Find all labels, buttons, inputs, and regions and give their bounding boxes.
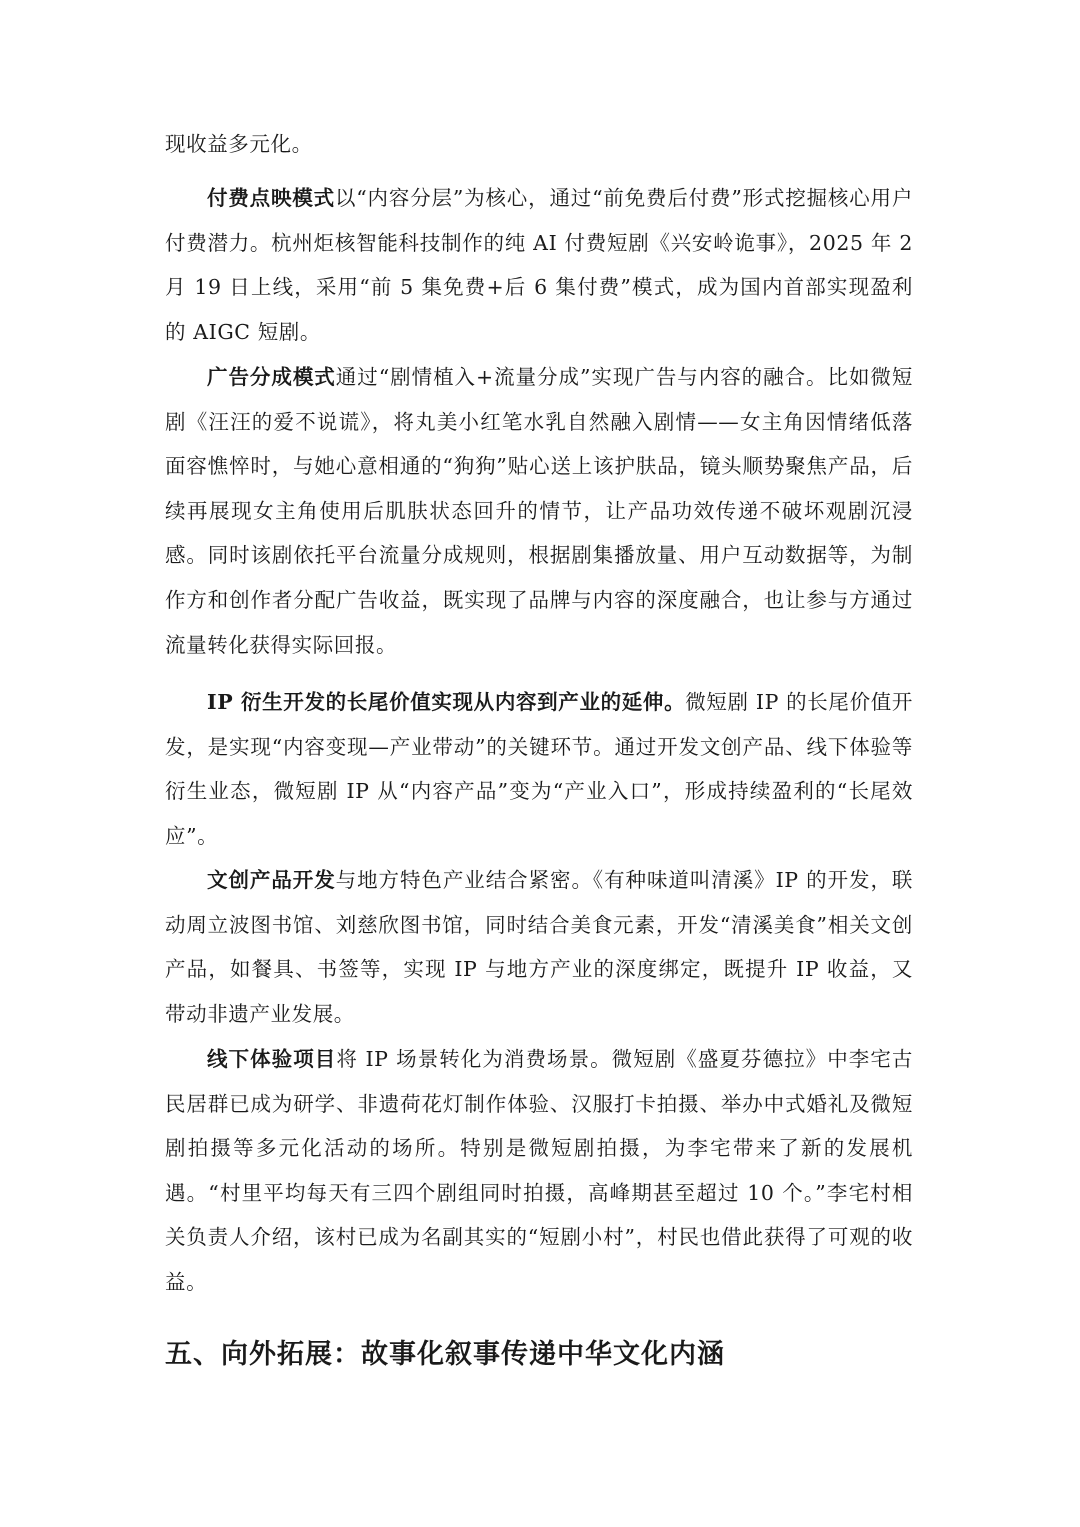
paragraph-text: 通过“剧情植入+流量分成”实现广告与内容的融合。比如微短剧《汪汪的爱不说谎》，将丸美小红笔水乳自然融入剧情——女主角因情绪低落面容憔悴时，与她心意相通的“狗狗”贴心送上该护肤品，镜头顺势聚焦产品，后续再展现女主角使用后肌肤状态回升的情节，让产品功效传递不破坏观剧沉浸感。同时该剧依托平台流量分成规则，根据剧集播放量、用户互动数据等，为制作方和创作者分配广告收益，既实现了品牌与内容的深度融合，也让参与方通过流量转化获得实际回报。 [165,365,913,657]
paragraph-ip-derivative [165,680,913,858]
paragraph-lead: 线下体验项目 [207,1047,337,1071]
paragraph-text: 以“内容分层”为核心，通过“前免费后付费”形式挖掘核心用户付费潜力。杭州炬核智能科技制作的纯 AI 付费短剧《兴安岭诡事》，2025 年 2 月 19 日上线，采用“前 5 集免费+后 6 集付费”模式，成为国内首部实现盈利的 AIGC 短剧。 [165,186,913,344]
paragraph-text: 与地方特色产业结合紧密。《有种味道叫清溪》IP 的开发，联动周立波图书馆、刘慈欣图书馆，同时结合美食元素，开发“清溪美食”相关文创产品，如餐具、书签等，实现 IP 与地方产业的深度绑定，既提升 IP 收益，又带动非遗产业发展。 [165,868,913,1026]
paragraph-text: 将 IP 场景转化为消费场景。微短剧《盛夏芬德拉》中李宅古民居群已成为研学、非遗荷花灯制作体验、汉服打卡拍摄、举办中式婚礼及微短剧拍摄等多元化活动的场所。特别是微短剧拍摄，为李宅带来了新的发展机遇。“村里平均每天有三四个剧组同时拍摄，高峰期甚至超过 10 个。”李宅村相关负责人介绍，该村已成为名副其实的“短剧小村”，村民也借此获得了可观的收益。 [165,1047,913,1294]
section-heading: 五、向外拓展：故事化叙事传递中华文化内涵 [165,1339,725,1370]
paragraph-lead: 付费点映模式 [207,186,335,210]
paragraph-offline-experience [165,1037,913,1305]
paragraph-lead: IP 衍生开发的长尾价值实现从内容到产业的延伸。 [207,690,686,714]
paragraph-text: 现收益多元化。 [165,132,313,156]
paragraph-ad-revenue-share [165,355,913,667]
paragraph-cultural-products [165,858,913,1036]
paragraph-paid-screening [165,176,913,354]
paragraph-text: 微短剧 IP 的长尾价值开发，是实现“内容变现—产业带动”的关键环节。通过开发文创产品、线下体验等衍生业态，微短剧 IP 从“内容产品”变为“产业入口”，形成持续盈利的“长尾效应”。 [165,690,913,848]
paragraph-lead: 广告分成模式 [207,365,336,389]
paragraph-lead: 文创产品开发 [207,868,336,892]
paragraph-continuation [165,122,913,167]
